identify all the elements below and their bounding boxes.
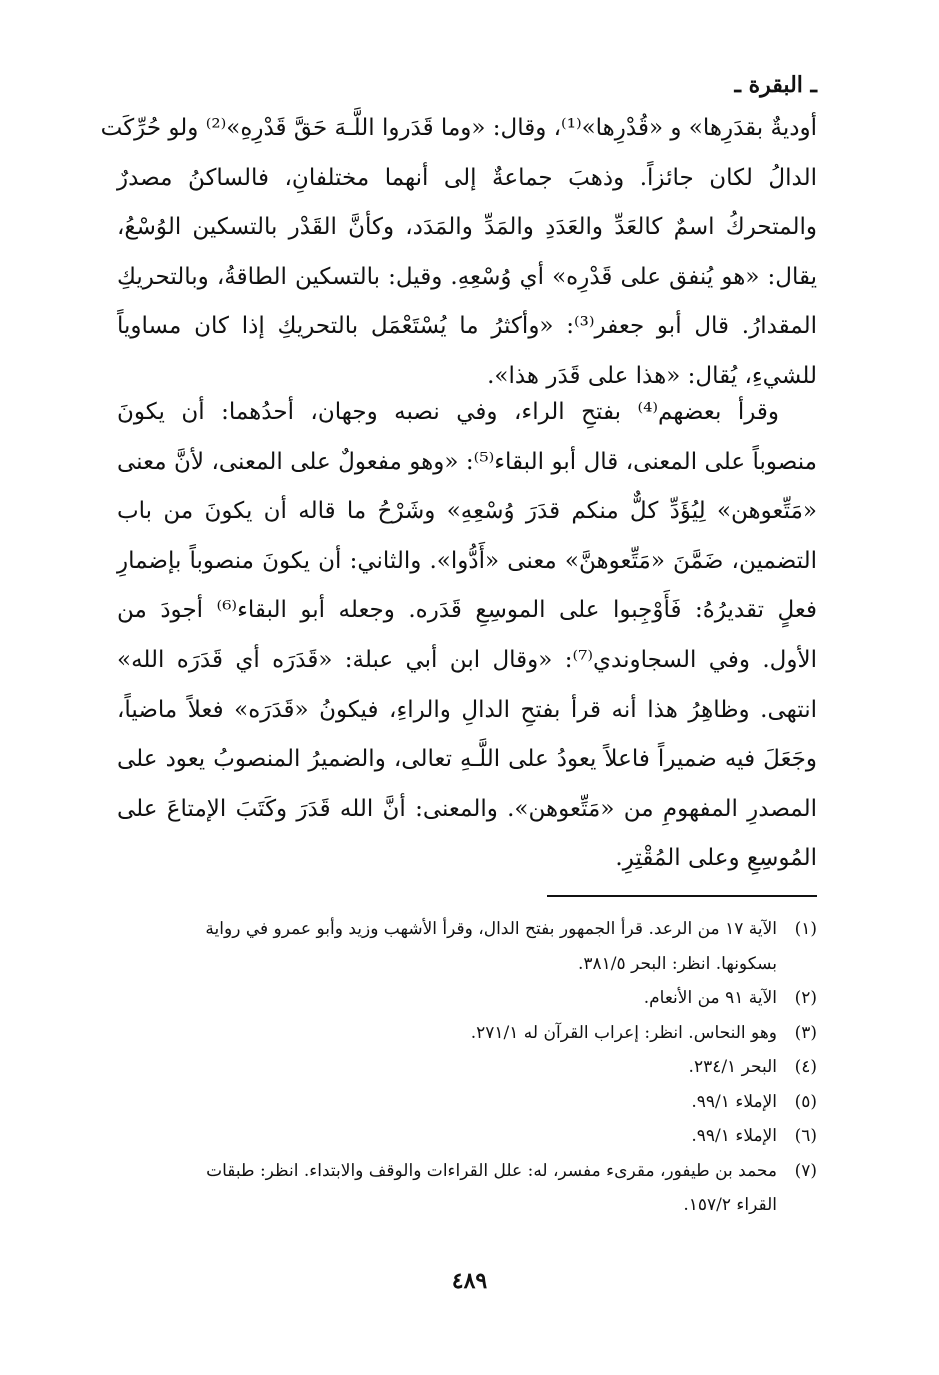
footnotes <box>117 912 817 1223</box>
paragraph-2 <box>117 388 817 884</box>
footnote-text: الآية ١٧ من الرعد. قرأ الجمهور بفتح الدال، وقرأ الأشهب وزيد وأبو عمرو في رواية <box>205 919 777 939</box>
footnote-text: الآية ٩١ من الأنعام. <box>643 988 777 1008</box>
footnote-text: وهو النحاس. انظر: إعراب القرآن له ٢٧١/١. <box>470 1022 777 1043</box>
running-head: ـ البقرة ـ <box>734 72 817 98</box>
text-line: الأول. وفي السجاوندي⁽⁷⁾: «وقال ابن أبي عبلة: «قَدَرَه أي قَدَرَه الله» <box>117 646 817 673</box>
text-line: المُوسِعِ وعلى المُقْتِرِ. <box>615 845 817 872</box>
footnote-number: (٣) <box>794 1022 817 1043</box>
text-line: أوديةٌ بقدَرِها» و «قُدْرِها»⁽¹⁾، وقال: «وما قَدَروا اللَّـهَ حَقَّ قَدْرِهِ»⁽²⁾ ولو حُرِّكَت <box>100 115 817 141</box>
footnote-7-continued: القراء ١٥٧/٢. <box>683 1195 777 1215</box>
footnote-6 <box>117 1119 817 1154</box>
footnote-2 <box>117 981 817 1016</box>
text-line: وقرأ بعضهم⁽⁴⁾ بفتحِ الراء، وفي نصبه وجهان، أحدُهما: أن يكونَ <box>117 399 779 425</box>
text-line: «مَتِّعوهن» لِيُؤَدِّ كلٌّ منكم قدَرَ وُسْعِهِ» وشَرْحُ ما قاله أن يكونَ من باب <box>117 498 817 525</box>
text-line: للشيءِ، يُقال: «هذا على قَدَر هذا». <box>487 362 817 389</box>
footnote-4 <box>117 1050 817 1085</box>
footnote-text: محمد بن طيفور، مقرىء مفسر، له: علل القراءات والوقف والابتداء. انظر: طبقات <box>206 1160 777 1181</box>
footnote-number: (٤) <box>794 1057 817 1077</box>
footnote-text: البحر ٢٣٤/١. <box>688 1057 777 1077</box>
text-line: يقال: «هو يُنفق على قَدْرِه» أي وُسْعِهِ. وقيل: بالتسكين الطاقةُ، وبالتحريكِ <box>117 263 817 290</box>
text-line: والمتحركُ اسمٌ كالعَدِّ والعَدَدِ والمَدِّ والمَدَد، وكأنَّ القَدْر بالتسكين الوُسْعُ، <box>117 214 817 241</box>
footnote-number: (٢) <box>794 988 817 1008</box>
footnote-text: الإملاء ٩٩/١. <box>691 1126 777 1146</box>
footnote-1-continued: بسكونها. انظر: البحر ٣٨١/٥. <box>578 953 777 974</box>
footnote-1 <box>117 912 817 947</box>
paragraph-1 <box>100 104 817 402</box>
footnote-number: (٧) <box>794 1160 817 1181</box>
footnote-7 <box>117 1154 817 1189</box>
text-line: انتهى. وظاهِرُ هذا أنه قرأ بفتحِ الدالِ والراءِ، فيكونُ «قَدَرَه» فعلاً ماضياً، <box>117 696 817 723</box>
footnote-number: (٥) <box>794 1091 817 1112</box>
text-line: الدالُ لكان جائزاً. وذهبَ جماعةٌ إلى أنهما مختلفانِ، فالساكنُ مصدرٌ <box>117 164 817 191</box>
text-line: وجَعَلَ فيه ضميراً فاعلاً يعودُ على اللَّـهِ تعالى، والضميرُ المنصوبُ يعود على <box>117 746 817 773</box>
footnote-5 <box>117 1085 817 1120</box>
footnote-separator <box>547 895 817 897</box>
footnote-3 <box>117 1016 817 1051</box>
footnote-number: (٦) <box>794 1126 817 1146</box>
text-line: منصوباً على المعنى، قال أبو البقاء⁽⁵⁾: «وهو مفعولٌ على المعنى، لأنَّ معنى <box>117 448 817 475</box>
page-number: ٤٨٩ <box>451 1268 488 1294</box>
text-line: التضمين، ضَمَّنَ «مَتِّعوهنَّ» معنى «أَدُّوا». والثاني: أن يكونَ منصوباً بإضمارِ <box>117 547 817 574</box>
footnote-number: (١) <box>794 919 817 939</box>
text-line: المصدرِ المفهومِ من «مَتِّعوهن». والمعنى: أنَّ الله قَدَرَ وكَتَبَ الإمتاعَ على <box>117 795 817 822</box>
footnote-text: الإملاء ٩٩/١. <box>691 1091 777 1112</box>
text-line: فعلٍ تقديرُهُ: فَأَوْجِبوا على الموسِعِ قَدَره. وجعله أبو البقاء⁽⁶⁾ أجودَ من <box>117 597 817 624</box>
text-line: المقدارُ. قال أبو جعفر⁽³⁾: «وأكثرُ ما يُسْتَعْمَل بالتحريكِ إذا كان مساوياً <box>117 313 817 340</box>
